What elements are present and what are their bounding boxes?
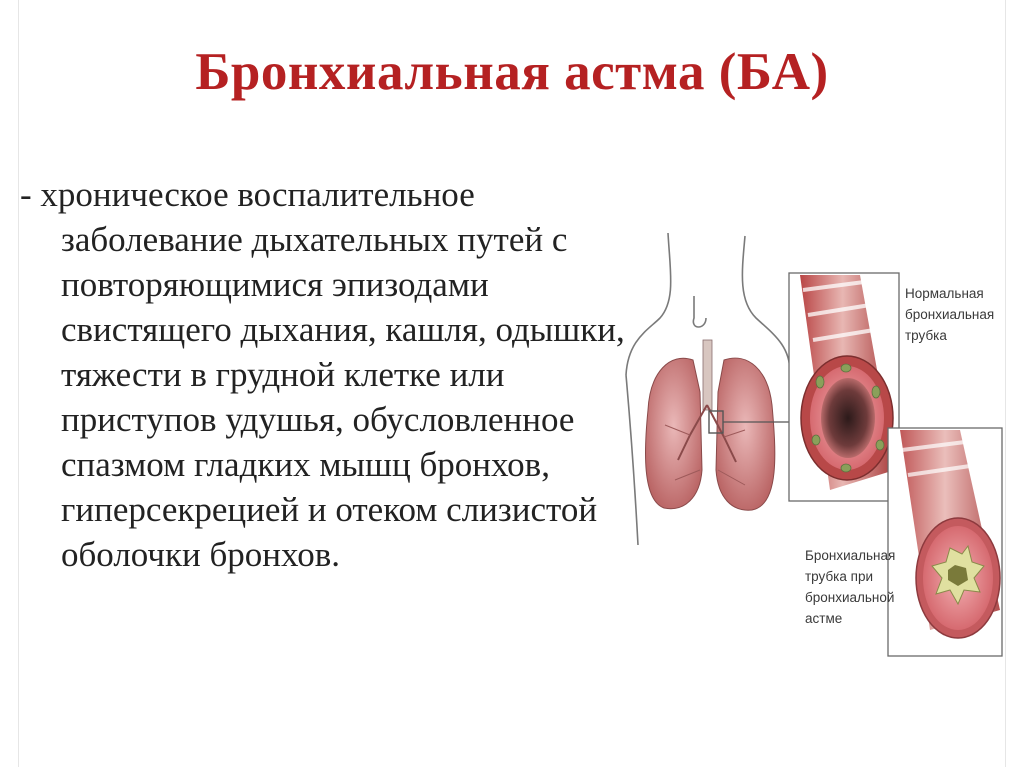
definition-text	[20, 172, 635, 577]
normal-bronchus-caption: Нормальная бронхиальная трубка	[905, 286, 995, 343]
asthma-bronchus-panel	[888, 428, 1002, 656]
normal-bronchus-panel	[789, 273, 899, 501]
lungs	[645, 340, 790, 510]
definition-first-line: - хроническое воспалительное	[20, 175, 475, 214]
slide-title: Бронхиальная астма (БА)	[195, 43, 829, 101]
asthma-bronchus-caption: Бронхиальная трубка при бронхиальной астме	[805, 548, 896, 626]
definition-body: заболевание дыхательных путей с повторяющимися эпизодами свистящего дыхания, кашля, одышки, тяжести в грудной клетке или приступов удушья, обусловленное спазмом гладких мышц бронхов, гиперсекрецией и отеком слизистой оболочки бронхов.	[61, 220, 625, 574]
left-edge-line	[18, 0, 19, 767]
